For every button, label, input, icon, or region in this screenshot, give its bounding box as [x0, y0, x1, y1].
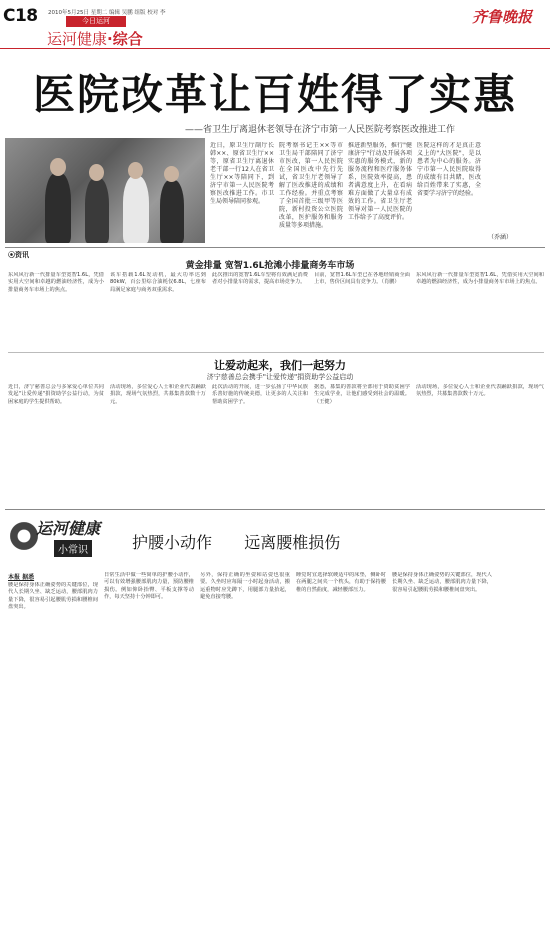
page-header — [0, 0, 550, 50]
news-col-1e — [416, 272, 544, 346]
health-col-2: 日常生活中做一些简单的护腰小动作，可以有效增强腰部肌肉力量，预防腰椎损伤。例如仰卧抬臀、平板支撑等动作，每天坚持十分钟即可。 — [104, 572, 194, 601]
news-col-1d: 目前，宽智1.6L车型已在各地经销商全面上市，售价区间具有竞争力。（肖鹏） — [314, 272, 410, 286]
section-title-main: 运河健康 — [47, 30, 108, 48]
health-col-5-text: 腰是保持身体正确姿势的关键部位，现代人长期久坐、缺乏运动，腰部肌肉力量下降，很容易引起腰肌劳损和腰椎间盘突出。 — [392, 572, 492, 593]
news-col-2e-text: 活动现场，多位爱心人士和企业代表踊跃捐款，现场气氛热烈，共募集善款数十万元。 — [416, 384, 544, 398]
health-logo-sub: 小常识 — [54, 540, 92, 557]
lead-column-2: 院考察书记王××等市卫生局干部陪同了济宁市医改，第一人民医院在全国医改中先行先试，省卫生厅老领导了解了医改推进的成绩和工作经验。并重点考察了全国首批三级甲等医院，新村投资公立医院改革，医护服务和服务质量等多项措施。 — [279, 142, 343, 229]
news-tag-label: 资讯 — [15, 251, 29, 259]
news-col-2d: 据悉，募集的善款将全部用于资助贫困学生完成学业，让他们感受到社会的温暖。（王健） — [314, 384, 410, 405]
section-label: 今日运河 — [66, 16, 126, 27]
page-code: C18 — [3, 6, 38, 26]
section-title-sub: ·综合 — [107, 30, 143, 48]
news-col-1a: 东风风行新一代排量车型宽智1.6L，凭借实用大空间和卓越的燃油经济性，成为小排量商务车市场上的焦点。 — [8, 272, 104, 293]
news-col-2b: 活动现场，多位爱心人士和企业代表踊跃捐款，现场气氛热烈，共募集善款数十万元。 — [110, 384, 206, 405]
health-byline: 本报 据悉 — [8, 574, 35, 581]
section-divider — [5, 247, 545, 248]
health-logo-main: 运河健康 — [36, 519, 101, 538]
news-headline-1: 黄金排量 宽智1.6L抢滩小排量商务车市场 — [185, 261, 355, 271]
health-col-5 — [392, 572, 492, 712]
lead-photo — [5, 138, 205, 243]
photo-figure — [45, 173, 71, 243]
photo-figure — [85, 178, 109, 243]
lead-headline: 医院改革让百姓得了实惠 — [32, 70, 517, 119]
lead-subhead: ——省卫生厅离退休老领导在济宁市第一人民医院考察医改推进工作 — [184, 125, 455, 135]
news-col-2e — [416, 384, 544, 502]
photo-figure — [123, 176, 149, 243]
date-line: 2010年5月25日 星期二 编辑 吴鹏 组版 校对 李 — [48, 10, 166, 16]
section-title — [47, 28, 143, 49]
news-divider — [8, 352, 544, 353]
photo-figure — [160, 180, 184, 243]
health-logo — [8, 516, 126, 560]
photo-face — [128, 162, 143, 179]
health-col-1: 腰是保持身体正确姿势的关键部位，现代人长期久坐、缺乏运动，腰部肌肉力量下降，很容易引起腰肌劳损和腰椎间盘突出。 — [8, 582, 98, 611]
news-headline-2: 让爱动起来，我们一起努力 — [214, 359, 346, 372]
brand-logo: 齐鲁晚报 — [472, 8, 533, 26]
news-col-1e-text: 东风风行新一代排量车型宽智1.6L，凭借实用大空间和卓越的燃油经济性，成为小排量商务车市场上的焦点。 — [416, 272, 544, 286]
news-tag — [8, 250, 29, 260]
news-subhead-2: 济宁慈善总会携手"让爱传递"捐资助学公益启动 — [206, 373, 354, 381]
photo-face — [50, 158, 66, 176]
health-title-a: 护腰小动作 — [132, 533, 213, 552]
photo-face — [164, 166, 179, 182]
news-col-1c: 此次推出的宽智1.6L车型将有效满足消费者对小排量车的需求，提高市场竞争力。 — [212, 272, 308, 286]
news-col-2c: 此次活动的开展，进一步弘扬了中华民族乐善好施的传统美德，让更多的人关注和帮助贫困学子。 — [212, 384, 308, 405]
lead-column-3: 推进新型服务，推行"健康济宁"行动及开展各项实惠的服务模式，新的服务流程和医疗服务体系，医院效率提高，患者满意度上升，在看病难方面做了大量卓有成效的工作。省卫生厅老领导对第一人民医院的工作给予了高度评价。 — [348, 142, 412, 221]
news-col-1b: 该车搭载1.6L发动机，最大功率达到80kW，百公里综合油耗仅6.8L，七座布局满足家庭与商务双重需求。 — [110, 272, 206, 293]
health-title-b: 远离腰椎损伤 — [244, 533, 341, 552]
section-divider — [5, 509, 545, 510]
news-col-2a: 近日，济宁慈善总会与多家爱心单位共同发起"让爱传递"捐资助学公益行动，为贫困家庭的学生提供帮助。 — [8, 384, 104, 405]
lead-column-1: 近日，原卫生厅副厅长韩××、原省卫生厅××等，原省卫生厅离退休老干部一行12人在省卫生厅××等陪同下，到济宁市第一人民医院考察医改推进工作。市卫生局领导陪同参观。 — [210, 142, 274, 205]
tag-icon: ⦿ — [8, 251, 15, 259]
lead-column-4: 医院这样的才是真正意义上的"大医院"，是以患者为中心的服务。济宁市第一人民医院取得的成绩有目共睹，医改给百姓带来了实惠，全省要学习济宁的经验。 — [417, 142, 481, 197]
health-col-3: 另外，保持正确的坐姿和站姿也很重要。久坐时应每隔一小时起身活动，搬运重物时应先蹲下，用腿部力量抬起，避免直接弯腰。 — [200, 572, 290, 601]
header-divider — [0, 48, 550, 49]
lead-byline: （乔涵） — [488, 234, 513, 241]
photo-face — [89, 164, 104, 181]
health-title — [132, 530, 340, 553]
health-col-4: 睡觉时宜选择软硬适中的床垫，侧卧时在两腿之间夹一个枕头，有助于保持腰椎的自然曲度，减轻腰部压力。 — [296, 572, 386, 593]
